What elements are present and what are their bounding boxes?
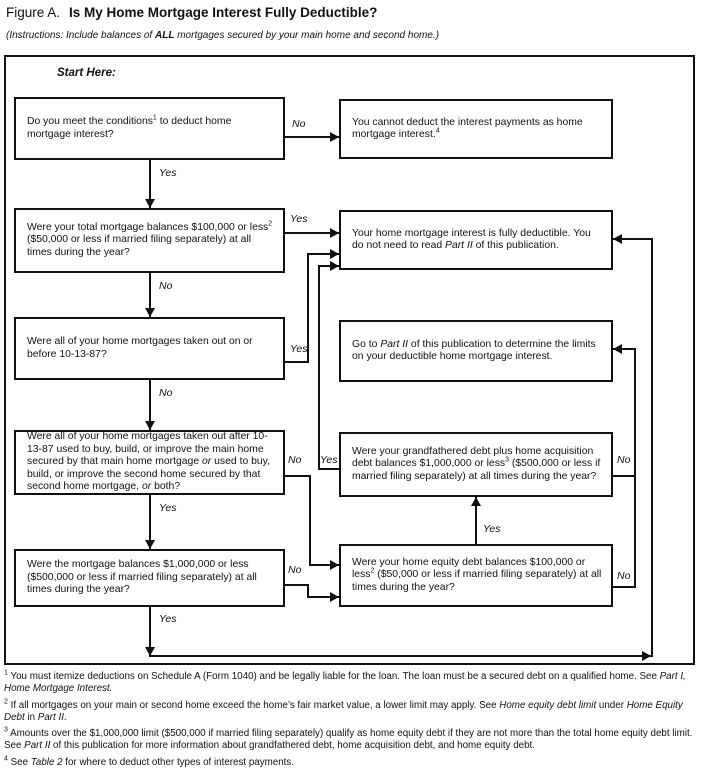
box-go-to-part2-result: [339, 320, 613, 382]
start-here-label: Start Here:: [57, 67, 116, 79]
box-grandfathered-debt-question: [339, 432, 613, 497]
box-text: Go to Part II of this publication to determine the limits on your deductible home mortgage interest.: [352, 338, 596, 362]
arrow-up-icon: [471, 497, 481, 506]
label-yes: Yes: [483, 523, 501, 535]
label-no: No: [159, 280, 173, 292]
footnotes: [4, 671, 699, 773]
footnote-1: $^1$ You must itemize deductions on Schedule A (Form 1040) and be legally liable for the loan. The loan must be a secured debt on a qualified home. See Part I, Home Mortgage Interest.: [4, 669, 686, 695]
connector-line: [651, 238, 653, 657]
box-balance-100k-question: [14, 208, 285, 273]
arrow-right-icon: [330, 249, 339, 259]
connector-line: [613, 475, 635, 477]
label-yes: Yes: [159, 613, 177, 625]
arrow-left-icon: [613, 234, 622, 244]
arrow-down-icon: [145, 540, 155, 549]
box-text: Do you meet the conditions$^1$ to deduct home mortgage interest?: [27, 114, 232, 140]
label-no: No: [288, 454, 302, 466]
arrow-down-icon: [145, 308, 155, 317]
connector-line: [149, 655, 653, 657]
label-yes: Yes: [320, 454, 338, 466]
connector-line: [318, 265, 320, 470]
arrow-right-icon: [330, 592, 339, 602]
footnote-4: $^4$ See Table 2 for where to deduct other types of interest payments.: [4, 755, 295, 768]
box-before-1987-question: [14, 317, 285, 380]
box-text: Were all of your home mortgages taken out after 10-13-87 used to buy, build, or improve the main home secured by that main home mortgage or used to buy, build, or improve the second home secured by that second home mortgage, or both?: [27, 431, 270, 493]
connector-line: [285, 584, 309, 586]
box-text: Were the mortgage balances $1,000,000 or less ($500,000 or less if married filing separately) at all times during the year?: [27, 559, 257, 596]
footnote-2: $^2$ If all mortgages on your main or second home exceed the home’s fair market value, a lower limit may apply. See Home equity debt limit under Home Equity Debt in Part II.: [4, 698, 683, 723]
arrow-left-icon: [613, 344, 622, 354]
label-no: No: [292, 118, 306, 130]
label-yes: Yes: [290, 343, 308, 355]
flowchart-panel: [4, 55, 695, 665]
arrow-right-icon: [330, 132, 339, 142]
label-yes: Yes: [290, 213, 308, 225]
figure-question: Is My Home Mortgage Interest Fully Deductible?: [69, 5, 378, 20]
box-cannot-deduct-result: [339, 99, 613, 159]
arrow-down-icon: [145, 199, 155, 208]
box-text: You cannot deduct the interest payments as home mortgage interest.$^4$: [352, 116, 583, 140]
label-yes: Yes: [159, 502, 177, 514]
arrow-right-icon: [330, 228, 339, 238]
page-title: [6, 5, 377, 20]
box-text: Were your total mortgage balances $100,000 or less$^2$ ($50,000 or less if married filing separately) at all times during the year?: [27, 220, 273, 258]
box-text: Were your home equity debt balances $100,000 or less$^2$ ($50,000 or less if married filing separately) at all times during the year?: [352, 556, 602, 593]
label-yes: Yes: [159, 167, 177, 179]
label-no: No: [617, 454, 631, 466]
box-fully-deductible-result: [339, 210, 613, 270]
box-conditions-question: [14, 97, 285, 160]
connector-line: [634, 348, 636, 588]
box-balance-1m-question: [14, 549, 285, 607]
connector-line: [285, 361, 309, 363]
connector-line: [319, 468, 339, 470]
box-text: Your home mortgage interest is fully deductible. You do not need to read Part II of this publication.: [352, 227, 591, 251]
connector-line: [285, 475, 311, 477]
box-text: Were all of your home mortgages taken out on or before 10-13-87?: [27, 336, 253, 360]
connector-line: [613, 586, 635, 588]
arrow-right-icon: [330, 560, 339, 570]
arrow-right-icon: [330, 261, 339, 271]
arrow-right-icon: [642, 651, 651, 661]
label-no: No: [159, 387, 173, 399]
arrow-down-icon: [145, 421, 155, 430]
label-no: No: [288, 564, 302, 576]
label-no: No: [617, 570, 631, 582]
box-after-1987-use-question: [14, 430, 285, 495]
footnote-3: $^3$ Amounts over the $1,000,000 limit ($500,000 if married filing separately) qualify as home equity debt if they are not more than the total home equity debt limit. See Part II of this publication for more information about grandfathered debt, home acquisition debt, and home equity debt.: [4, 726, 693, 752]
instructions-text: (Instructions: Include balances of ALL mortgages secured by your main home and second home.): [6, 30, 440, 41]
connector-line: [309, 475, 311, 566]
figure-label: Figure A.: [6, 5, 61, 20]
box-text: Were your grandfathered debt plus home acquisition debt balances $1,000,000 or less$^3$ ($500,000 or less if married filing separately) at all times during the year?: [352, 445, 601, 482]
box-home-equity-question: [339, 544, 613, 607]
